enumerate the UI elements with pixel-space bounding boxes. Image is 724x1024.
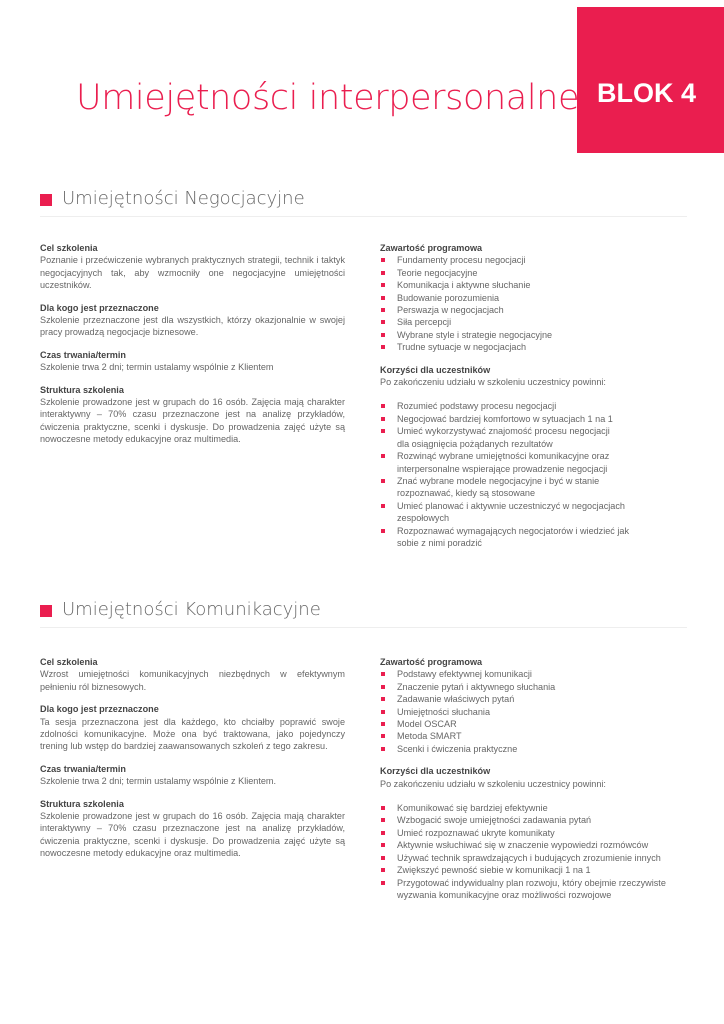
section-1-right-column	[380, 242, 680, 549]
info-block	[40, 302, 345, 339]
program-label: Zawartość programowa	[380, 243, 483, 253]
bullet-icon	[381, 271, 385, 275]
list-item: Model OSCAR	[380, 718, 690, 730]
list-item: Komunikacja i aktywne słuchanie	[380, 279, 680, 291]
section-2-left-column	[40, 656, 345, 860]
program-label: Zawartość programowa	[380, 657, 483, 667]
list-item: Siła percepcji	[380, 316, 680, 328]
bullet-icon	[381, 417, 385, 421]
page-title: Umiejętności interpersonalne	[76, 78, 580, 118]
info-label: Czas trwania/termin	[40, 349, 126, 360]
section-title: Umiejętności Komunikacyjne	[62, 599, 321, 620]
section-divider	[40, 627, 687, 628]
bullet-icon	[381, 320, 385, 324]
bullet-icon	[381, 747, 385, 751]
info-text: Poznanie i przećwiczenie wybranych praktycznych strategii, technik i taktyk negocjacyjnych tak, aby wzmocniły one negocjacyjne umiejętności uczestników.	[40, 255, 345, 291]
info-block	[40, 242, 345, 292]
list-item: Używać technik sprawdzających i budujących zrozumienie innych	[380, 852, 690, 864]
bullet-icon	[381, 685, 385, 689]
benefits-label: Korzyści dla uczestników	[380, 766, 491, 777]
bullet-icon	[381, 710, 385, 714]
list-item: Budowanie porozumienia	[380, 292, 680, 304]
list-item: Negocjować bardziej komfortowo w sytuacjach 1 na 1	[380, 413, 680, 425]
bullet-icon	[381, 672, 385, 676]
bullet-icon	[381, 818, 385, 822]
list-item: Umieć planować i aktywnie uczestniczyć w negocjacjach zespołowych	[380, 500, 650, 525]
list-item: Scenki i ćwiczenia praktyczne	[380, 743, 690, 755]
bullet-icon	[381, 479, 385, 483]
list-item: Znać wybrane modele negocjacyjne i być w stanie rozpoznawać, kiedy są stosowane	[380, 475, 630, 500]
info-block	[40, 656, 345, 693]
bullet-icon	[381, 345, 385, 349]
list-item: Perswazja w negocjacjach	[380, 304, 680, 316]
info-label: Struktura szkolenia	[40, 384, 124, 395]
info-label: Cel szkolenia	[40, 243, 98, 253]
list-item: Aktywnie wsłuchiwać się w znaczenie wypowiedzi rozmówców	[380, 839, 690, 851]
section-header-communication	[40, 601, 690, 623]
bullet-icon	[381, 856, 385, 860]
bullet-icon	[381, 831, 385, 835]
info-label: Struktura szkolenia	[40, 798, 124, 809]
bullet-icon	[381, 697, 385, 701]
list-item: Zwiększyć pewność siebie w komunikacji 1 na 1	[380, 864, 690, 876]
info-label: Dla kogo jest przeznaczone	[40, 302, 159, 313]
square-bullet-icon	[40, 194, 52, 206]
bullet-icon	[381, 881, 385, 885]
info-label: Dla kogo jest przeznaczone	[40, 704, 159, 715]
info-text: Szkolenie prowadzone jest w grupach do 16 osób. Zajęcia mają charakter interaktywny – 70% czasu przeznaczone jest na analizę przykładów, ćwiczenia praktyczne, scenki i dyskusje. Do prowadzenia zajęć użyte są nowoczesne metody edukacyjne oraz multimedia.	[40, 397, 345, 445]
list-item: Znaczenie pytań i aktywnego słuchania	[380, 681, 690, 693]
square-bullet-icon	[40, 605, 52, 617]
section-1-left-column	[40, 242, 345, 446]
block-label: BLOK 4	[597, 78, 697, 108]
list-item: Teorie negocjacyjne	[380, 267, 680, 279]
info-text: Wzrost umiejętności komunikacyjnych niezbędnych w efektywnym pełnieniu ról biznesowych.	[40, 669, 345, 692]
list-item: Umiejętności słuchania	[380, 706, 690, 718]
info-text: Szkolenie trwa 2 dni; termin ustalamy wspólnie z Klientem.	[40, 776, 277, 787]
section-title: Umiejętności Negocjacyjne	[62, 188, 305, 209]
bullet-icon	[381, 283, 385, 287]
bullet-icon	[381, 454, 385, 458]
list-item: Umieć wykorzystywać znajomość procesu negocjacji dla osiągnięcia pożądanych rezultatów	[380, 425, 620, 450]
info-block	[40, 384, 345, 446]
list-item: Przygotować indywidualny plan rozwoju, który obejmie rzeczywiste wyzwania komunikacyjne oraz możliwości rozwojowe	[380, 877, 690, 902]
bullet-icon	[381, 404, 385, 408]
benefits-intro: Po zakończeniu udziału w szkoleniu uczestnicy powinni:	[380, 778, 606, 789]
bullet-icon	[381, 529, 385, 533]
section-2-right-column	[380, 656, 690, 901]
bullet-icon	[381, 296, 385, 300]
bullet-icon	[381, 429, 385, 433]
list-item: Fundamenty procesu negocjacji	[380, 254, 680, 266]
info-block	[40, 703, 345, 753]
bullet-icon	[381, 333, 385, 337]
list-item: Wzbogacić swoje umiejętności zadawania pytań	[380, 814, 690, 826]
list-item: Trudne sytuacje w negocjacjach	[380, 341, 680, 353]
info-block	[40, 763, 345, 788]
info-block	[40, 349, 345, 374]
info-label: Czas trwania/termin	[40, 763, 126, 774]
list-item: Metoda SMART	[380, 730, 690, 742]
benefits-label: Korzyści dla uczestników	[380, 364, 491, 375]
bullet-icon	[381, 308, 385, 312]
bullet-icon	[381, 722, 385, 726]
benefits-list	[380, 802, 690, 901]
program-list	[380, 668, 690, 755]
list-item: Rozpoznawać wymagających negocjatorów i wiedzieć jak sobie z nimi poradzić	[380, 525, 635, 550]
list-item: Rozwinąć wybrane umiejętności komunikacyjne oraz interpersonalne wspierające prowadzenie negocjacji	[380, 450, 650, 475]
benefits-list	[380, 400, 680, 549]
list-item: Umieć rozpoznawać ukryte komunikaty	[380, 827, 690, 839]
section-divider	[40, 216, 687, 217]
info-text: Szkolenie prowadzone jest w grupach do 16 osób. Zajęcia mają charakter interaktywny – 70% czasu przeznaczone jest na analizę przykładów, ćwiczenia praktyczne, scenki i dyskusje. Do prowadzenia zajęć użyte są nowoczesne metody edukacyjne oraz multimedia.	[40, 811, 345, 859]
info-block	[40, 798, 345, 860]
bullet-icon	[381, 734, 385, 738]
info-text: Szkolenie trwa 2 dni; termin ustalamy wspólnie z Klientem	[40, 362, 274, 373]
bullet-icon	[381, 258, 385, 262]
list-item: Podstawy efektywnej komunikacji	[380, 668, 690, 680]
list-item: Rozumieć podstawy procesu negocjacji	[380, 400, 680, 412]
bullet-icon	[381, 806, 385, 810]
list-item: Komunikować się bardziej efektywnie	[380, 802, 690, 814]
list-item: Zadawanie właściwych pytań	[380, 693, 690, 705]
benefits-intro: Po zakończeniu udziału w szkoleniu uczestnicy powinni:	[380, 377, 606, 388]
program-list	[380, 254, 680, 353]
info-label: Cel szkolenia	[40, 657, 98, 667]
section-header-negotiation	[40, 190, 690, 212]
bullet-icon	[381, 504, 385, 508]
info-text: Ta sesja przeznaczona jest dla każdego, kto chciałby poprawić swoje zdolności komunikacyjne. Może ona być traktowana, jako pojedynczy trening lub wstęp do bardziej zaawansowanych szkoleń z tego zakresu.	[40, 716, 345, 752]
info-text: Szkolenie przeznaczone jest dla wszystkich, którzy okazjonalnie w swojej pracy prowadzą negocjacje biznesowe.	[40, 315, 345, 338]
bullet-icon	[381, 868, 385, 872]
list-item: Wybrane style i strategie negocjacyjne	[380, 329, 680, 341]
bullet-icon	[381, 843, 385, 847]
